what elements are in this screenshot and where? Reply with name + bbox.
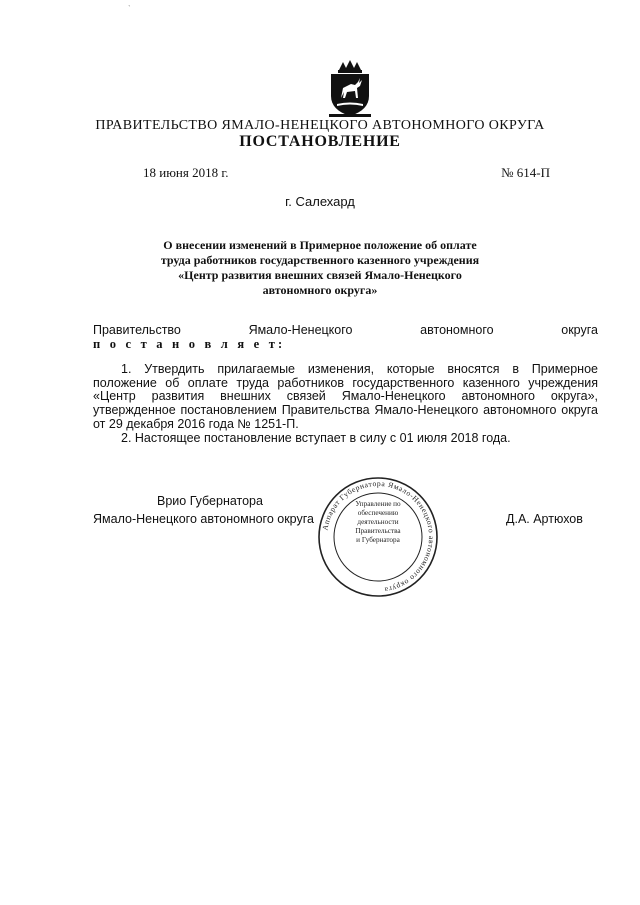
document-subject: [130, 238, 510, 298]
subject-line: «Центр развития внешних связей Ямало-Ненецкого: [178, 268, 462, 282]
decree-word: п о с т а н о в л я е т:: [93, 337, 286, 351]
scan-mark: `: [128, 4, 131, 13]
subject-line: труда работников государственного казенного учреждения: [160, 253, 480, 267]
stamp-line: деятельности: [357, 518, 399, 526]
document-number: № 614-П: [501, 165, 550, 180]
preamble: [93, 323, 598, 351]
signer-position-region: Ямало-Ненецкого автономного округа: [93, 512, 314, 526]
stamp-line: и Губернатора: [356, 536, 400, 544]
preamble-word: округа: [561, 323, 598, 337]
body-paragraph: 2. Настоящее постановление вступает в силу с 01 июля 2018 года.: [121, 430, 511, 445]
stamp-line: Правительства: [355, 527, 401, 535]
preamble-line: [93, 323, 598, 337]
coat-of-arms-icon: [325, 58, 375, 118]
government-title: ПРАВИТЕЛЬСТВО ЯМАЛО-НЕНЕЦКОГО АВТОНОМНОГО ОКРУГА: [95, 118, 545, 133]
document-type: ПОСТАНОВЛЕНИЕ: [239, 133, 401, 150]
preamble-word: автономного: [420, 323, 494, 337]
subject-line: О внесении изменений в Примерное положение об оплате: [163, 238, 477, 252]
signer-name: Д.А. Артюхов: [506, 512, 583, 526]
document-body: [93, 363, 598, 445]
preamble-word: Правительство: [93, 323, 181, 337]
stamp-line: Управление по: [355, 500, 401, 508]
preamble-word: Ямало-Ненецкого: [248, 323, 353, 337]
document-date: 18 июня 2018 г.: [143, 165, 229, 180]
stamp-ring-text: Аппарат Губернатора Ямало-Ненецкого автономного округа: [320, 478, 437, 595]
signer-position: Врио Губернатора: [157, 494, 263, 508]
subject-line: автономного округа»: [262, 283, 378, 297]
stamp-center-text: [334, 500, 422, 545]
stamp-line: обеспечению: [357, 509, 399, 517]
city-name: г. Салехард: [285, 194, 355, 209]
body-paragraph: 1. Утвердить прилагаемые изменения, которые вносятся в Примерное положение об оплате труда работников государственного казенного учреждения «Центр развития внешних связей Ямало-Ненецкого автономного округа», утвержденное постановлением Правительства Ямало-Ненецкого автономного округа от 29 декабря 2016 года № 1251-П.: [93, 362, 598, 431]
